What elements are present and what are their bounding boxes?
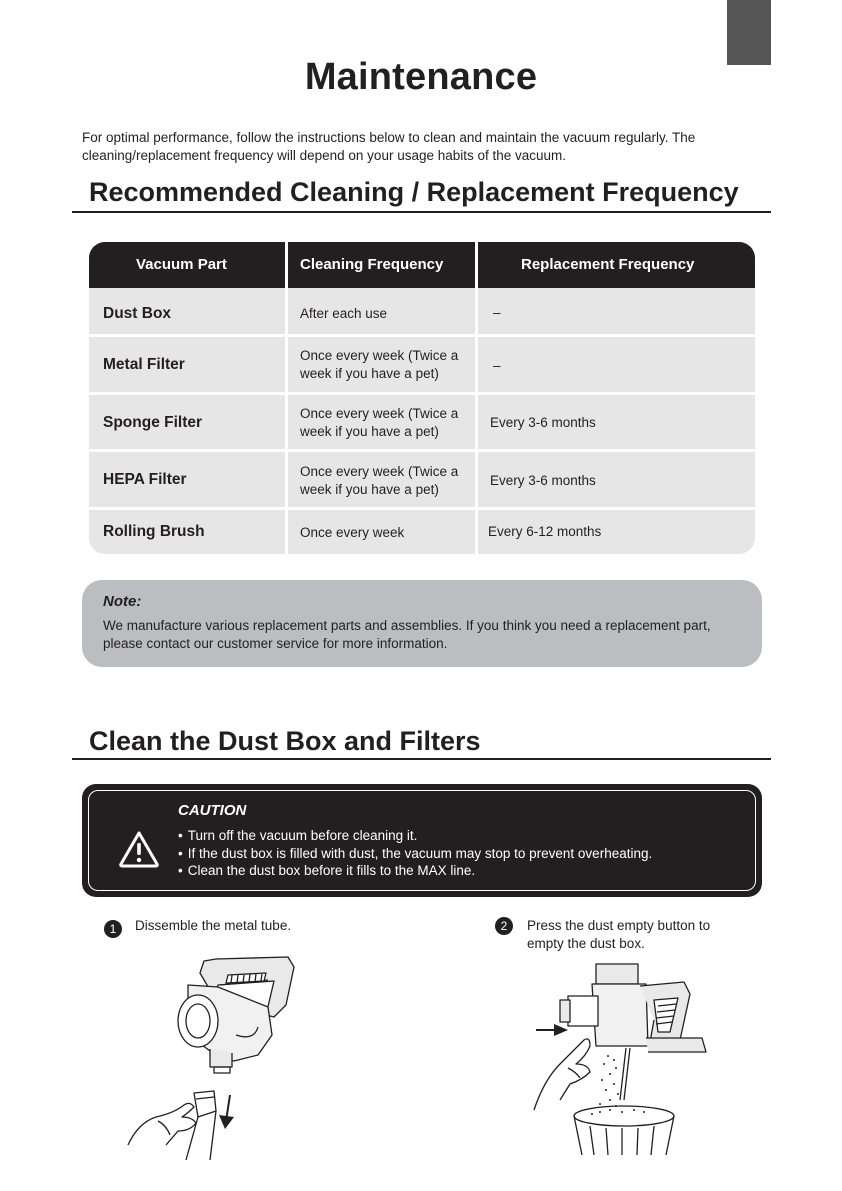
table-row-divider: [89, 507, 755, 510]
warning-triangle-icon: [118, 829, 160, 869]
page-title: Maintenance: [304, 56, 538, 98]
row-cleaning-dust-box: After each use: [300, 306, 388, 321]
row-replacement-dust-box: –: [493, 305, 501, 320]
caution-title: CAUTION: [178, 802, 247, 819]
step-1-text: Dissemble the metal tube.: [135, 918, 292, 933]
row-cleaning-rolling-brush: Once every week: [300, 525, 405, 540]
caution-item: • If the dust box is filled with dust, the vacuum may stop to prevent overheating.: [178, 845, 652, 863]
row-part-metal-filter: Metal Filter: [103, 356, 185, 373]
caution-item: • Clean the dust box before it fills to the MAX line.: [178, 862, 652, 880]
row-cleaning-metal-filter: Once every week (Twice a week if you have a pet): [300, 348, 459, 381]
dust-box-emptying-illustration: [530, 960, 720, 1155]
table-header-row: [89, 242, 755, 288]
section-divider: [72, 758, 771, 760]
row-replacement-sponge-filter: Every 3-6 months: [490, 415, 596, 430]
table-row-divider: [89, 334, 755, 337]
row-part-hepa-filter: HEPA Filter: [103, 471, 187, 488]
caution-box: [82, 784, 762, 897]
note-box: [82, 580, 762, 667]
step-2-number: 2: [495, 917, 513, 935]
header-replacement-frequency: Replacement Frequency: [521, 256, 695, 273]
row-part-dust-box: Dust Box: [103, 305, 172, 322]
row-replacement-hepa-filter: Every 3-6 months: [490, 473, 596, 488]
clean-section-heading: Clean the Dust Box and Filters: [89, 726, 481, 756]
table-row-divider: [89, 449, 755, 452]
header-cleaning-frequency: Cleaning Frequency: [300, 256, 444, 273]
row-part-rolling-brush: Rolling Brush: [103, 523, 205, 540]
note-label: Note:: [103, 593, 142, 610]
caution-list: [178, 827, 652, 880]
vacuum-tube-removal-illustration: [118, 945, 308, 1160]
header-vacuum-part: Vacuum Part: [136, 256, 227, 273]
row-cleaning-sponge-filter: Once every week (Twice a week if you have a pet): [300, 406, 459, 439]
intro-paragraph: For optimal performance, follow the instructions below to clean and maintain the vacuum regularly. The cleaning/replacement frequency will depend on your usage habits of the vacuum.: [82, 130, 696, 163]
frequency-table: [89, 242, 755, 554]
step-2-text: Press the dust empty button to empty the dust box.: [527, 918, 711, 951]
step-1-number: 1: [104, 920, 122, 938]
row-replacement-rolling-brush: Every 6-12 months: [488, 524, 602, 539]
row-cleaning-hepa-filter: Once every week (Twice a week if you have a pet): [300, 464, 459, 497]
frequency-section-heading: Recommended Cleaning / Replacement Frequency: [89, 177, 739, 207]
table-row-divider: [89, 392, 755, 395]
note-text: We manufacture various replacement parts and assemblies. If you think you need a replacement part, please contact our customer service for more information.: [103, 618, 711, 651]
row-part-sponge-filter: Sponge Filter: [103, 414, 203, 431]
caution-item: • Turn off the vacuum before cleaning it.: [178, 827, 652, 845]
section-divider: [72, 211, 771, 213]
row-replacement-metal-filter: –: [493, 358, 501, 373]
